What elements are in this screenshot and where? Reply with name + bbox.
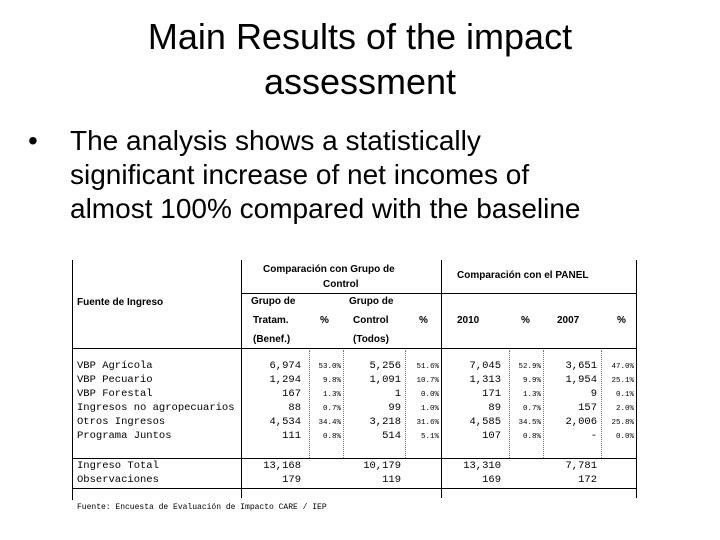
row-label: Observaciones <box>77 474 159 486</box>
value-2010: 171 <box>482 388 501 400</box>
value-2010: 107 <box>482 430 501 442</box>
value-control: 5,256 <box>369 360 401 372</box>
row-label: VBP Forestal <box>77 388 153 400</box>
group-header-control: Control <box>323 279 359 290</box>
pct-2007: 25.1% <box>611 377 634 385</box>
value-treatment: 167 <box>282 388 301 400</box>
pct-treatment: 53.0% <box>318 363 341 371</box>
pct-control: 1.0% <box>420 405 439 413</box>
value-2007: 1,954 <box>565 374 597 386</box>
column-header-treatment: (Benef.) <box>253 334 291 345</box>
value-control: 10,179 <box>363 460 401 472</box>
value-2007: 172 <box>578 474 597 486</box>
value-control: 514 <box>382 430 401 442</box>
pct-control: 5.1% <box>420 433 439 441</box>
value-treatment: 4,534 <box>269 416 301 428</box>
row-label: Ingresos no agropecuarios <box>77 402 235 414</box>
bullet-text-line: significant increase of net incomes of <box>70 159 530 190</box>
value-2010: 169 <box>482 474 501 486</box>
table-rule <box>73 458 637 459</box>
row-label: VBP Pecuario <box>77 374 153 386</box>
value-2010: 1,313 <box>469 374 501 386</box>
value-treatment: 111 <box>282 430 301 442</box>
value-2010: 4,585 <box>469 416 501 428</box>
row-label: Ingreso Total <box>77 460 159 472</box>
pct-2007: 0.0% <box>615 433 634 441</box>
value-2007: 157 <box>578 402 597 414</box>
value-2007: 3,651 <box>565 360 597 372</box>
bullet-icon: • <box>28 125 38 156</box>
value-control: 3,218 <box>369 416 401 428</box>
value-2007: - <box>590 430 597 442</box>
column-header-control: Control <box>353 315 389 326</box>
column-header-treatment: Grupo de <box>251 296 296 307</box>
pct-treatment: 0.8% <box>322 433 341 441</box>
column-header-control: Grupo de <box>349 296 394 307</box>
pct-control: 31.6% <box>416 419 439 427</box>
income-results-table <box>72 260 636 512</box>
bullet-text-line: almost 100% compared with the baseline <box>70 193 581 224</box>
column-header-2010: 2010 <box>457 315 480 326</box>
value-2007: 9 <box>590 388 597 400</box>
column-header-source: Fuente de Ingreso <box>77 297 164 308</box>
value-2010: 13,310 <box>463 460 501 472</box>
value-treatment: 179 <box>282 474 301 486</box>
pct-2010: 0.8% <box>522 433 541 441</box>
table-rule <box>241 293 637 294</box>
pct-2010: 34.5% <box>518 419 541 427</box>
value-treatment: 6,974 <box>269 360 301 372</box>
pct-treatment: 0.7% <box>322 405 341 413</box>
row-label: VBP Agrícola <box>77 360 153 372</box>
column-header-pct: % <box>521 315 530 326</box>
pct-treatment: 1.3% <box>322 391 341 399</box>
column-header-pct: % <box>419 315 428 326</box>
pct-treatment: 9.8% <box>322 377 341 385</box>
column-header-pct: % <box>320 315 329 326</box>
pct-2007: 47.0% <box>611 363 634 371</box>
table-rule <box>73 348 637 349</box>
value-control: 1 <box>394 388 401 400</box>
pct-control: 0.0% <box>420 391 439 399</box>
pct-2010: 1.3% <box>522 391 541 399</box>
value-control: 99 <box>388 402 401 414</box>
value-2010: 7,045 <box>469 360 501 372</box>
title-line: assessment <box>263 61 457 102</box>
value-2007: 2,006 <box>565 416 597 428</box>
title-line: Main Results of the impact <box>147 16 573 57</box>
value-control: 119 <box>382 474 401 486</box>
pct-2010: 0.7% <box>522 405 541 413</box>
pct-2010: 9.9% <box>522 377 541 385</box>
value-treatment: 1,294 <box>269 374 301 386</box>
pct-control: 10.7% <box>416 377 439 385</box>
row-label: Otros Ingresos <box>77 416 166 428</box>
value-treatment: 13,168 <box>263 460 301 472</box>
table-source-note: Fuente: Encuesta de Evaluación de Impacto CARE / IEP <box>77 503 327 512</box>
pct-2007: 2.0% <box>615 405 634 413</box>
pct-2010: 52.9% <box>518 363 541 371</box>
column-header-pct: % <box>617 315 626 326</box>
pct-2007: 25.8% <box>611 419 634 427</box>
table-divider <box>636 260 637 498</box>
group-header-panel: Comparación con el PANEL <box>457 270 589 281</box>
bullet-text-line: The analysis shows a statistically <box>70 125 481 156</box>
value-treatment: 88 <box>288 402 301 414</box>
slide-title <box>0 14 720 104</box>
pct-treatment: 34.4% <box>318 419 341 427</box>
column-header-treatment: Tratam. <box>253 315 289 326</box>
table-rule <box>73 488 637 489</box>
pct-control: 51.6% <box>416 363 439 371</box>
column-header-2007: 2007 <box>557 315 580 326</box>
column-header-control: (Todos) <box>353 334 389 345</box>
value-control: 1,091 <box>369 374 401 386</box>
row-label: Programa Juntos <box>77 430 172 442</box>
value-2010: 89 <box>488 402 501 414</box>
pct-2007: 0.1% <box>615 391 634 399</box>
group-header-control: Comparación con Grupo de <box>263 264 395 275</box>
value-2007: 7,781 <box>565 460 597 472</box>
